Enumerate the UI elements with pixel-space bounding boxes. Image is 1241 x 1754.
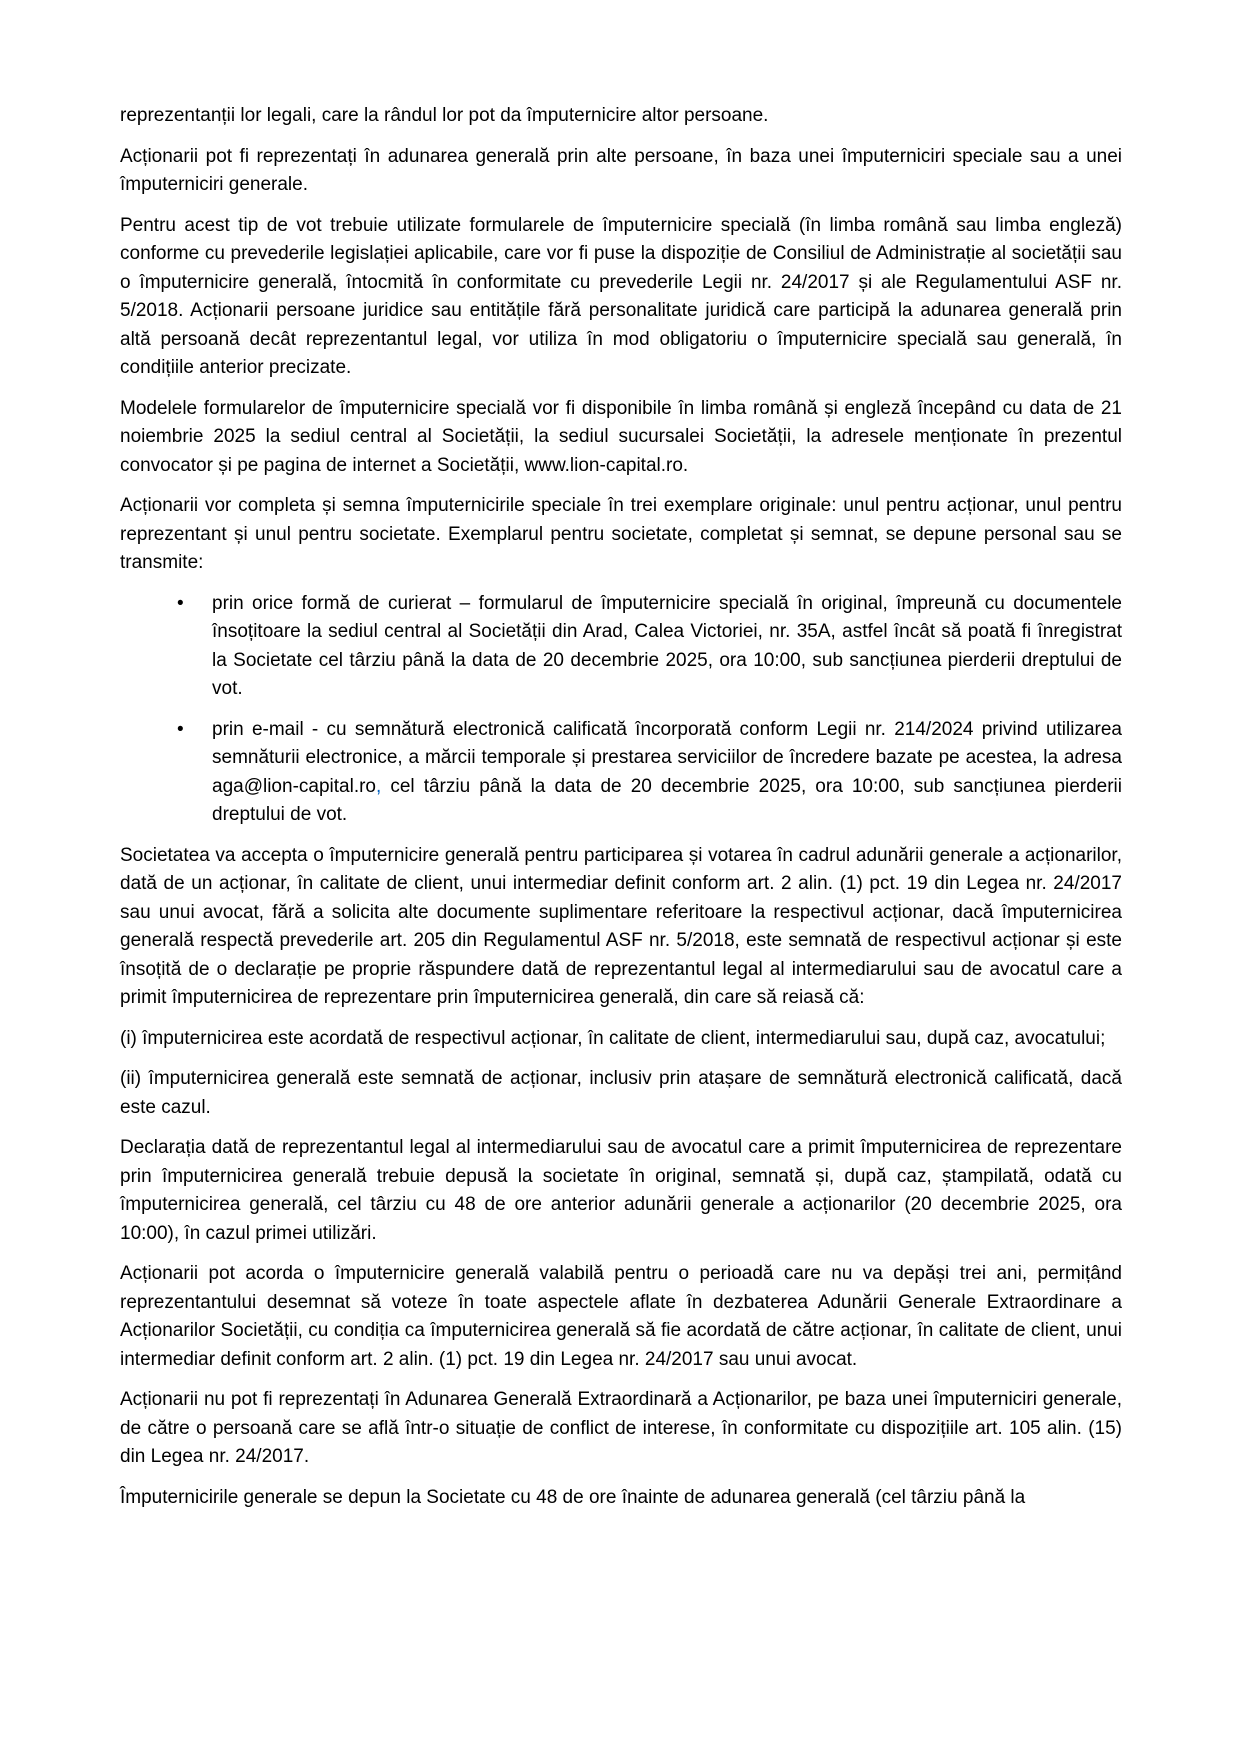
email-link-comma[interactable]: , [376,775,382,797]
paragraph-representation: Acționarii pot fi reprezentați în adunarea generală prin alte persoane, în baza unei împuterniciri speciale sau a unei împuterniciri generale. [120,145,1122,195]
paragraph-continuation: reprezentanții lor legali, care la rândul lor pot da împuternicire altor persoane. [120,105,769,126]
paragraph-deposit-deadline: Împuternicirile generale se depun la Societate cu 48 de ore înainte de adunarea generală (cel târziu până la [120,1486,1026,1508]
paragraph-three-originals: Acționarii vor completa și semna împuternicirile speciale în trei exemplare originale: unul pentru acționar, unul pentru reprezentant și unul pentru societate. Exemplarul pentru societate, completat și semnat, se depune personal sau se transmite: [120,495,1122,573]
document-body [120,102,1122,1524]
bullet-icon: • [177,592,184,614]
bullet-item-email [120,716,1122,830]
paragraph-proxy-validity: Acționarii pot acorda o împuternicire generală valabilă pentru o perioadă care nu va depăși trei ani, permițând reprezentantului desemnat să voteze în toate aspectele aflate în dezbaterea Adunării Generale Extraordinare a Acționarilor Societății, cu condiția ca împuternicirea generală să fie acordată de către acționar, în calitate de client, unui intermediar definit conform art. 2 alin. (1) pct. 19 din Legea nr. 24/2017 sau unui avocat. [120,1263,1122,1370]
submission-methods-list [120,590,1122,830]
paragraph-forms-availability: Modelele formularelor de împuternicire specială vor fi disponibile în limba română și engleză începând cu data de 21 noiembrie 2025 la sediul central al Societății, la sediul sucursalei Societății, la adresele menționate în prezentul convocator și pe pagina de internet a Societății, www.lion-capital.ro. [120,397,1122,476]
bullet-item-courier-text: prin orice formă de curierat – formularul de împuternicire specială în original, împreună cu documentele însoțitoare la sediul central al Societății din Arad, Calea Victoriei, nr. 35A, astfel încât să poată fi înregistrat la Societate cel târziu până la data de 20 decembrie 2025, ora 10:00, sub sancțiunea pierderii dreptului de vot. [212,592,1122,699]
bullet-icon: • [177,718,184,740]
paragraph-conflict-of-interest: Acționarii nu pot fi reprezentați în Adunarea Generală Extraordinară a Acționarilor, pe baza unei împuterniciri generale, de către o persoană care se află într-o situație de conflict de interese, în conformitate cu dispozițiile art. 105 alin. (15) din Legea nr. 24/2017. [120,1389,1122,1467]
paragraph-proxy-forms: Pentru acest tip de vot trebuie utilizate formularele de împuternicire specială (în limba română sau limba engleză) conforme cu prevederile legislației aplicabile, care vor fi puse la dispoziție de Consiliul de Administrație al societății sau o împuternicire generală, întocmită în conformitate cu prevederile Legii nr. 24/2017 și ale Regulamentului ASF nr. 5/2018. Acționarii persoane juridice sau entitățile fără personalitate juridică care participă la adunarea generală prin altă persoană decât reprezentantul legal, vor utiliza în mod obligatoriu o împuternicire specială sau generală, în condițiile anterior precizate. [120,214,1122,378]
paragraph-condition-i: (i) împuternicirea este acordată de respectivul acționar, în calitate de client, intermediarului sau, după caz, avocatului; [120,1027,1106,1049]
bullet-item-email-text-before: prin e-mail - cu semnătură electronică calificată încorporată conform Legii nr. 214/2024 privind utilizarea semnăturii electronice, a mărcii temporale și prestarea serviciilor de încredere bazate pe acestea, la adresa aga@lion-capital.ro [212,718,1122,797]
bullet-item-email-text-after: cel târziu până la data de 20 decembrie 2025, ora 10:00, sub sancțiunea pierderii dreptului de vot. [212,775,1122,825]
paragraph-general-proxy-acceptance: Societatea va accepta o împuternicire generală pentru participarea și votarea în cadrul adunării generale a acționarilor, dată de un acționar, în calitate de client, unui intermediar definit conform art. 2 alin. (1) pct. 19 din Legea nr. 24/2017 sau unui avocat, fără a solicita alte documente suplimentare referitoare la respectivul acționar, dacă împuternicirea generală respectă prevederile art. 205 din Regulamentul ASF nr. 5/2018, este semnată de respectivul acționar și este însoțită de o declarație pe proprie răspundere dată de reprezentantul legal al intermediarului sau de avocatul care a primit împuternicirea de reprezentare prin împuternicirea generală, din care să reiasă că: [120,844,1122,1008]
bullet-item-courier [120,590,1122,704]
paragraph-declaration: Declarația dată de reprezentantul legal al intermediarului sau de avocatul care a primit împuternicirea de reprezentare prin împuternicirea generală trebuie depusă la societate în original, semnată și, după caz, ștampilată, odată cu împuternicirea generală, cel târziu cu 48 de ore anterior adunării generale a acționarilor (20 decembrie 2025, ora 10:00), în cazul primei utilizări. [120,1137,1122,1244]
paragraph-condition-ii: (ii) împuternicirea generală este semnată de acționar, inclusiv prin atașare de semnătură electronică calificată, dacă este cazul. [120,1068,1122,1118]
